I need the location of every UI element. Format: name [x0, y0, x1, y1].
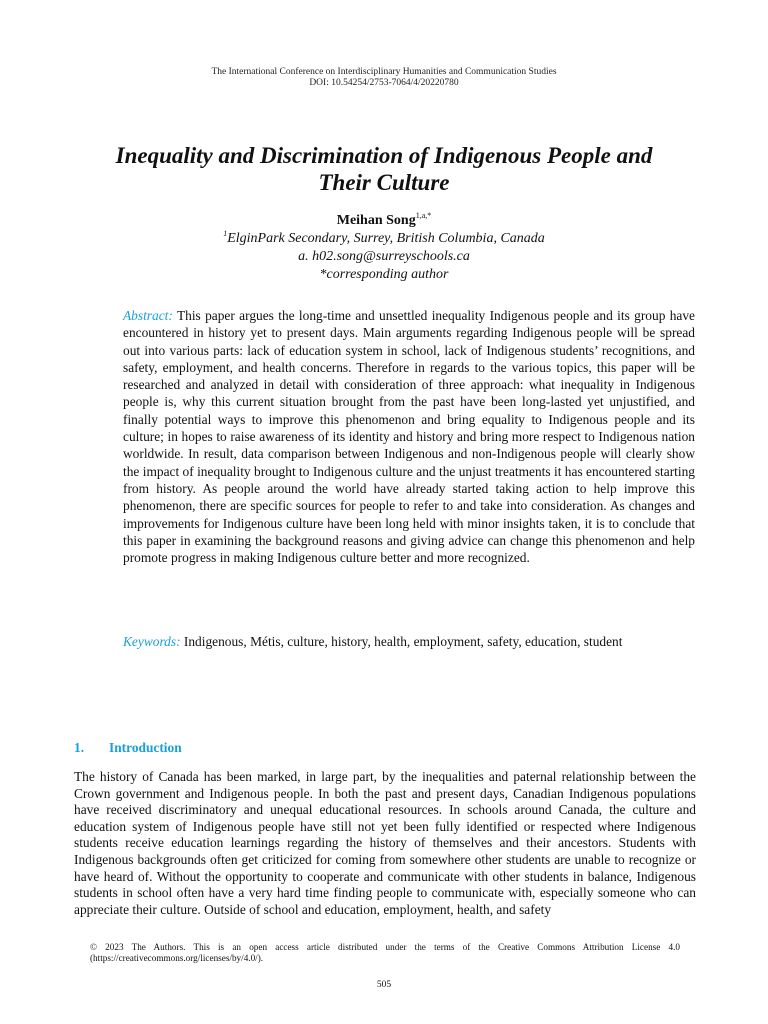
- corresponding-note: *corresponding author: [319, 267, 449, 282]
- abstract-text: This paper argues the long-time and unsettled inequality Indigenous people and its group have encountered in history yet to present days. Main arguments regarding Indigenous people will be spread out into various parts: lack of education system in school, lack of Indigenous students’ recognitions, and safety, employment, and health concerns. Therefore in regards to the various topics, this paper will be researched and analyzed in detail with consideration of three approach: what inequality in Indigenous people is, why this current situation brought from the past have been long-lasted yet unjustified, and finally potential ways to improve this phenomenon and bring equality to Indigenous people and its culture; in hopes to raise awareness of its identity and history and bring more respect to Indigenous nation worldwide. In result, data comparison between Indigenous and non-Indigenous people will clearly show the impact of inequality brought to Indigenous culture and the unjust treatments it has encountered starting from history. As people around the world have already started taking action to help improve this phenomenon, there are specific sources for people to refer to and take into consideration. As changes and improvements for Indigenous culture have been long held with minor insights taken, it is to conclude that this paper in examining the background reasons and giving advice can change this phenomenon and help promote progress in making Indigenous culture better and more recognized.: [123, 308, 696, 566]
- introduction-text: The history of Canada has been marked, in large part, by the inequalities and paternal relationship between the Crown government and Indigenous people. In both the past and present days, Canadian Indigenous populations have received discriminatory and unequal educational resources. In schools around Canada, the culture and education system of Indigenous people have still not yet been fully identified or respected where Indigenous students receive education learnings regarding the history of themselves and their ancestors. Students with Indigenous backgrounds often get criticized for coming from somewhere other students are unable to recognize or have heard of. Without the opportunity to cooperate and communicate with other students in balance, Indigenous students in school often have a very hard time finding people to communicate with, especially someone who can appreciate their culture. Outside of school and education, employment, health, and safety: [74, 769, 696, 917]
- section-heading: [74, 740, 694, 756]
- author-block: [0, 212, 768, 284]
- keywords-text: Indigenous, Métis, culture, history, health, employment, safety, education, student: [183, 634, 623, 649]
- section-number: 1.: [74, 740, 85, 755]
- author-email: a. h02.song@surreyschools.ca: [298, 249, 470, 264]
- license-note: © 2023 The Authors. This is an open access article distributed under the terms of the Creative Commons Attribution License 4.0 (https://creativecommons.org/licenses/by/4.0/).: [90, 942, 680, 963]
- title-line-1: Inequality and Discrimination of Indigenous People and: [115, 143, 653, 168]
- keywords: [123, 633, 695, 650]
- author-superscript: 1,a,*: [415, 211, 432, 220]
- abstract-label: Abstract:: [123, 308, 173, 323]
- conference-name: The International Conference on Interdisciplinary Humanities and Communication Studies: [211, 67, 557, 77]
- affiliation: ElginPark Secondary, Surrey, British Columbia, Canada: [227, 231, 545, 246]
- running-header: [0, 67, 768, 89]
- affiliation-line: [0, 230, 768, 248]
- author-line: [0, 212, 768, 230]
- keywords-label: Keywords:: [123, 634, 181, 649]
- section-title: Introduction: [109, 740, 182, 755]
- author-name: Meihan Song: [336, 213, 416, 228]
- paper-title: [60, 142, 708, 196]
- page-number: 505: [376, 980, 392, 990]
- abstract: [123, 307, 695, 566]
- title-line-2: Their Culture: [318, 170, 450, 195]
- doi: DOI: 10.54254/2753-7064/4/20220780: [309, 78, 459, 88]
- affiliation-superscript: 1: [223, 229, 228, 238]
